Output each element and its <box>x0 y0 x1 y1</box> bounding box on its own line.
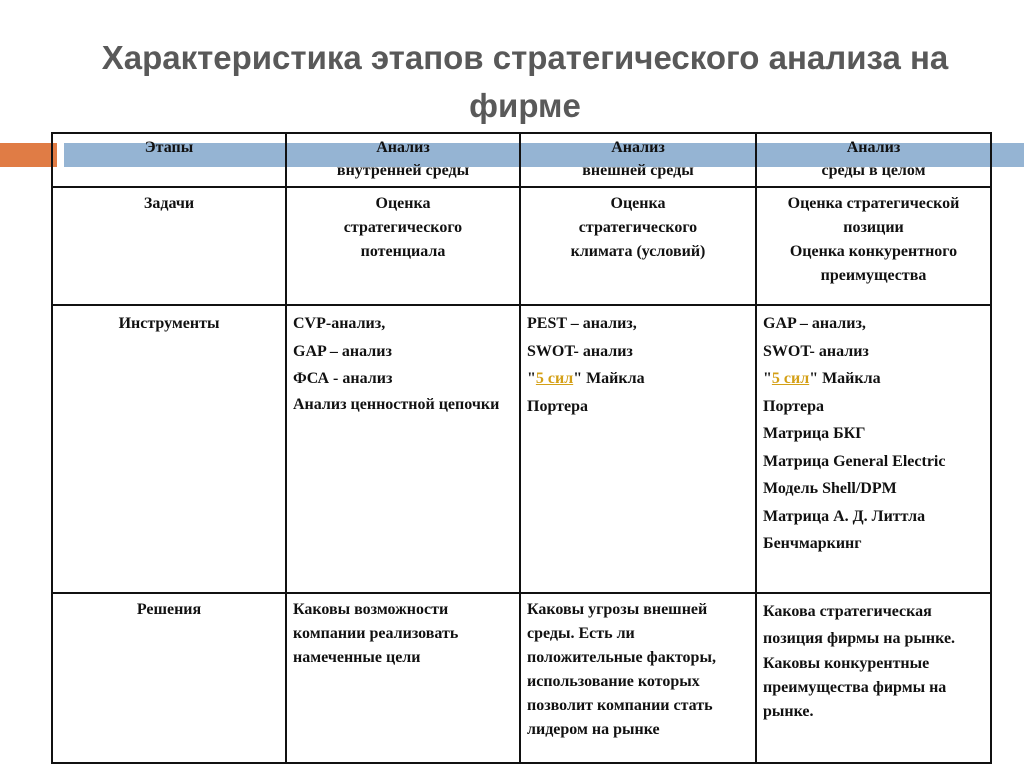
cell-text: ФСА - анализ <box>293 370 393 387</box>
cell <box>756 593 991 763</box>
cell <box>756 305 991 593</box>
analysis-table <box>51 132 992 764</box>
header-text: Анализ <box>376 139 430 156</box>
header-internal <box>286 133 520 187</box>
cell-text: стратегического <box>578 219 698 236</box>
cell-text: Портера <box>763 397 824 415</box>
cell: Каковы угрозы внешней среды. Есть ли положительные факторы, использование которых позволит компании стать лидером на рынке <box>520 593 756 763</box>
header-external <box>520 133 756 187</box>
cell-text: Оценка стратегической <box>787 195 960 212</box>
cell-text: Анализ ценностной цепочки <box>293 395 500 413</box>
header-text: внешней среды <box>582 162 694 179</box>
cell-text: " <box>527 370 536 387</box>
header-overall <box>756 133 991 187</box>
table-row <box>52 305 991 593</box>
five-forces-link[interactable]: 5 сил <box>771 370 810 387</box>
cell-text: преимущества <box>820 267 927 284</box>
cell-text: Матрица БКГ <box>763 425 866 442</box>
header-text: Анализ <box>611 139 665 156</box>
header-text: Анализ <box>846 139 901 156</box>
table-row <box>52 187 991 305</box>
table-header-row <box>52 133 991 187</box>
cell-text: " <box>763 370 772 387</box>
slide-title: Характеристика этапов стратегического анализа на фирме <box>101 39 949 124</box>
cell-text: CVP-анализ, <box>293 315 386 332</box>
cell-text: PEST – анализ, <box>527 315 637 332</box>
cell-text: Матрица А. Д. Литтла <box>763 507 926 525</box>
cell: Каковы возможности компании реализовать намеченные цели <box>286 593 520 763</box>
cell-text: потенциала <box>360 243 446 260</box>
cell-text: позиции <box>843 219 904 236</box>
cell-text: Каковы конкурентные преимущества фирмы на рынке. <box>763 655 947 720</box>
cell-text: Портера <box>527 397 588 415</box>
cell-text: SWOT- анализ <box>763 342 869 360</box>
cell <box>520 187 756 305</box>
cell-text: Модель Shell/DPM <box>763 480 897 497</box>
cell-text: Оценка конкурентного <box>789 243 958 260</box>
cell-text: Какова стратегическая позиция фирмы на рынке. <box>763 603 956 647</box>
header-text: внутренней среды <box>336 162 470 179</box>
cell-text: Матрица General Electric <box>763 452 946 470</box>
cell-text: Оценка <box>610 195 666 212</box>
table-row <box>52 593 991 763</box>
cell-text: Оценка <box>375 195 431 212</box>
cell-text: климата (условий) <box>570 243 706 260</box>
cell-text: стратегического <box>343 219 463 236</box>
row-label: Решения <box>52 593 286 763</box>
accent-bar-orange <box>0 143 57 167</box>
cell-text: " Майкла <box>573 370 645 387</box>
five-forces-link[interactable]: 5 сил <box>535 370 574 387</box>
cell-text: GAP – анализ, <box>763 315 866 332</box>
cell <box>286 305 520 593</box>
row-label: Инструменты <box>52 305 286 593</box>
cell-text: SWOT- анализ <box>527 342 633 360</box>
cell-text: Бенчмаркинг <box>763 535 862 552</box>
cell-text: GAP – анализ <box>293 342 392 360</box>
header-text: среды в целом <box>821 162 926 179</box>
cell <box>286 187 520 305</box>
row-label: Задачи <box>52 187 286 305</box>
header-stages <box>52 133 286 187</box>
cell-text: " Майкла <box>809 370 881 387</box>
cell <box>520 305 756 593</box>
cell <box>756 187 991 305</box>
header-text: Этапы <box>144 139 194 156</box>
